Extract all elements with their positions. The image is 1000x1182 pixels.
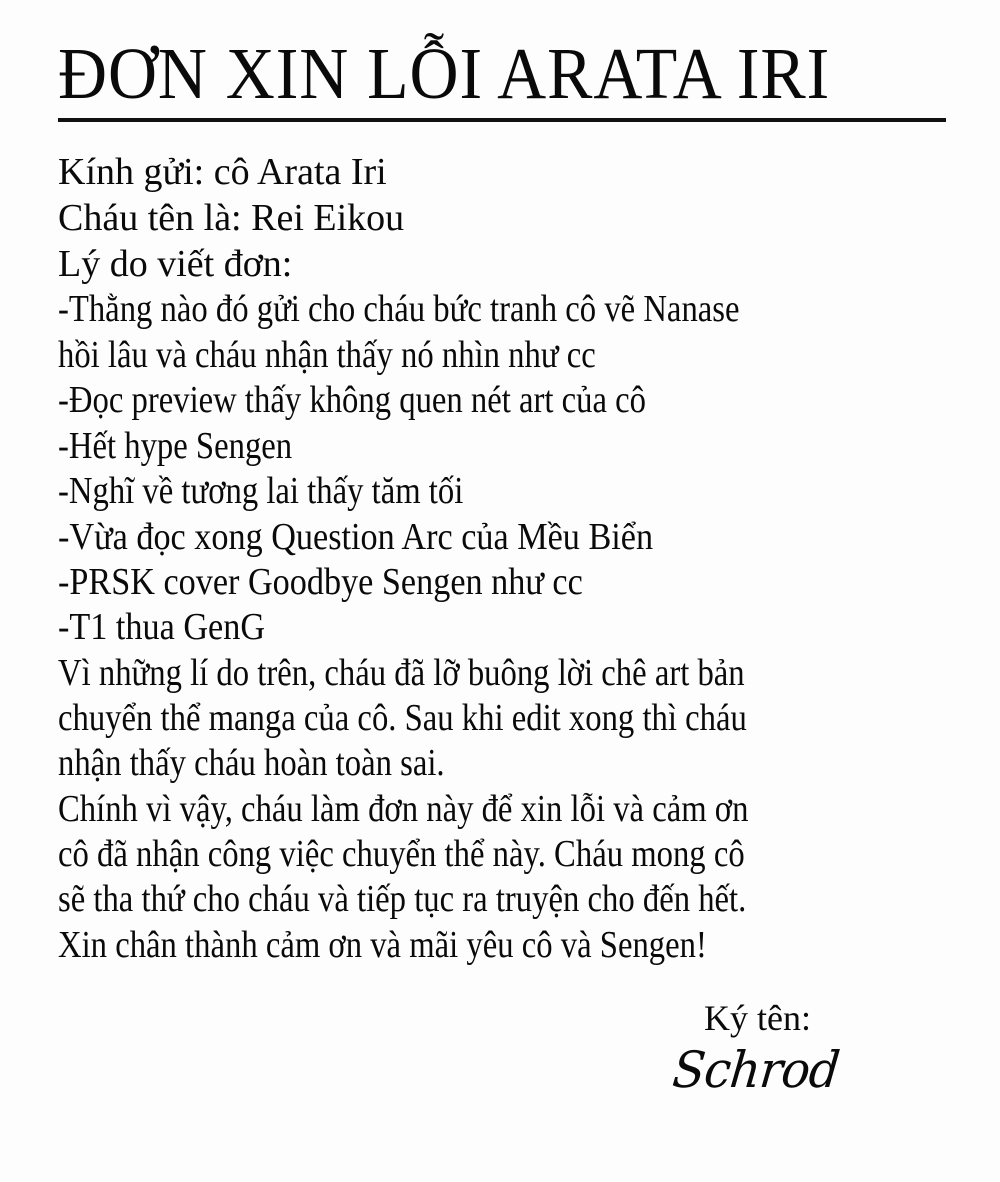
body-line: sẽ tha thứ cho cháu và tiếp tục ra truyện cho đến hết. (58, 878, 747, 920)
body-line: Xin chân thành cảm ơn và mãi yêu cô và Sengen! (58, 924, 707, 966)
reason-item: -Vừa đọc xong Question Arc của Mều Biển (58, 516, 654, 558)
signature-label: Ký tên: (704, 998, 811, 1038)
reason-item: -Hết hype Sengen (58, 425, 293, 467)
body-line: Chính vì vậy, cháu làm đơn này để xin lỗi và cảm ơn (58, 788, 749, 830)
body-line: nhận thấy cháu hoàn toàn sai. (58, 742, 445, 784)
body-line: cô đã nhận công việc chuyển thể này. Cháu mong cô (58, 833, 745, 875)
reason-heading: Lý do viết đơn: (58, 243, 293, 285)
reason-item-continuation: hồi lâu và cháu nhận thấy nó nhìn như cc (58, 334, 596, 376)
sender-line: Cháu tên là: Rei Eikou (58, 197, 405, 239)
reason-item: -Thằng nào đó gửi cho cháu bức tranh cô vẽ Nanase (58, 288, 740, 330)
body-line: chuyển thể manga của cô. Sau khi edit xong thì cháu (58, 697, 747, 739)
signature: Schrod (670, 1041, 842, 1099)
reason-item: -T1 thua GenG (58, 606, 266, 648)
body-line: Vì những lí do trên, cháu đã lỡ buông lời chê art bản (58, 652, 745, 694)
reason-item: -PRSK cover Goodbye Sengen như cc (58, 561, 583, 603)
reason-item: -Đọc preview thấy không quen nét art của cô (58, 379, 647, 421)
letter-title: ĐƠN XIN LỖI ARATA IRI (58, 33, 831, 114)
reason-item: -Nghĩ về tương lai thấy tăm tối (58, 470, 464, 512)
recipient-line: Kính gửi: cô Arata Iri (58, 151, 387, 193)
title-underline (58, 118, 946, 122)
